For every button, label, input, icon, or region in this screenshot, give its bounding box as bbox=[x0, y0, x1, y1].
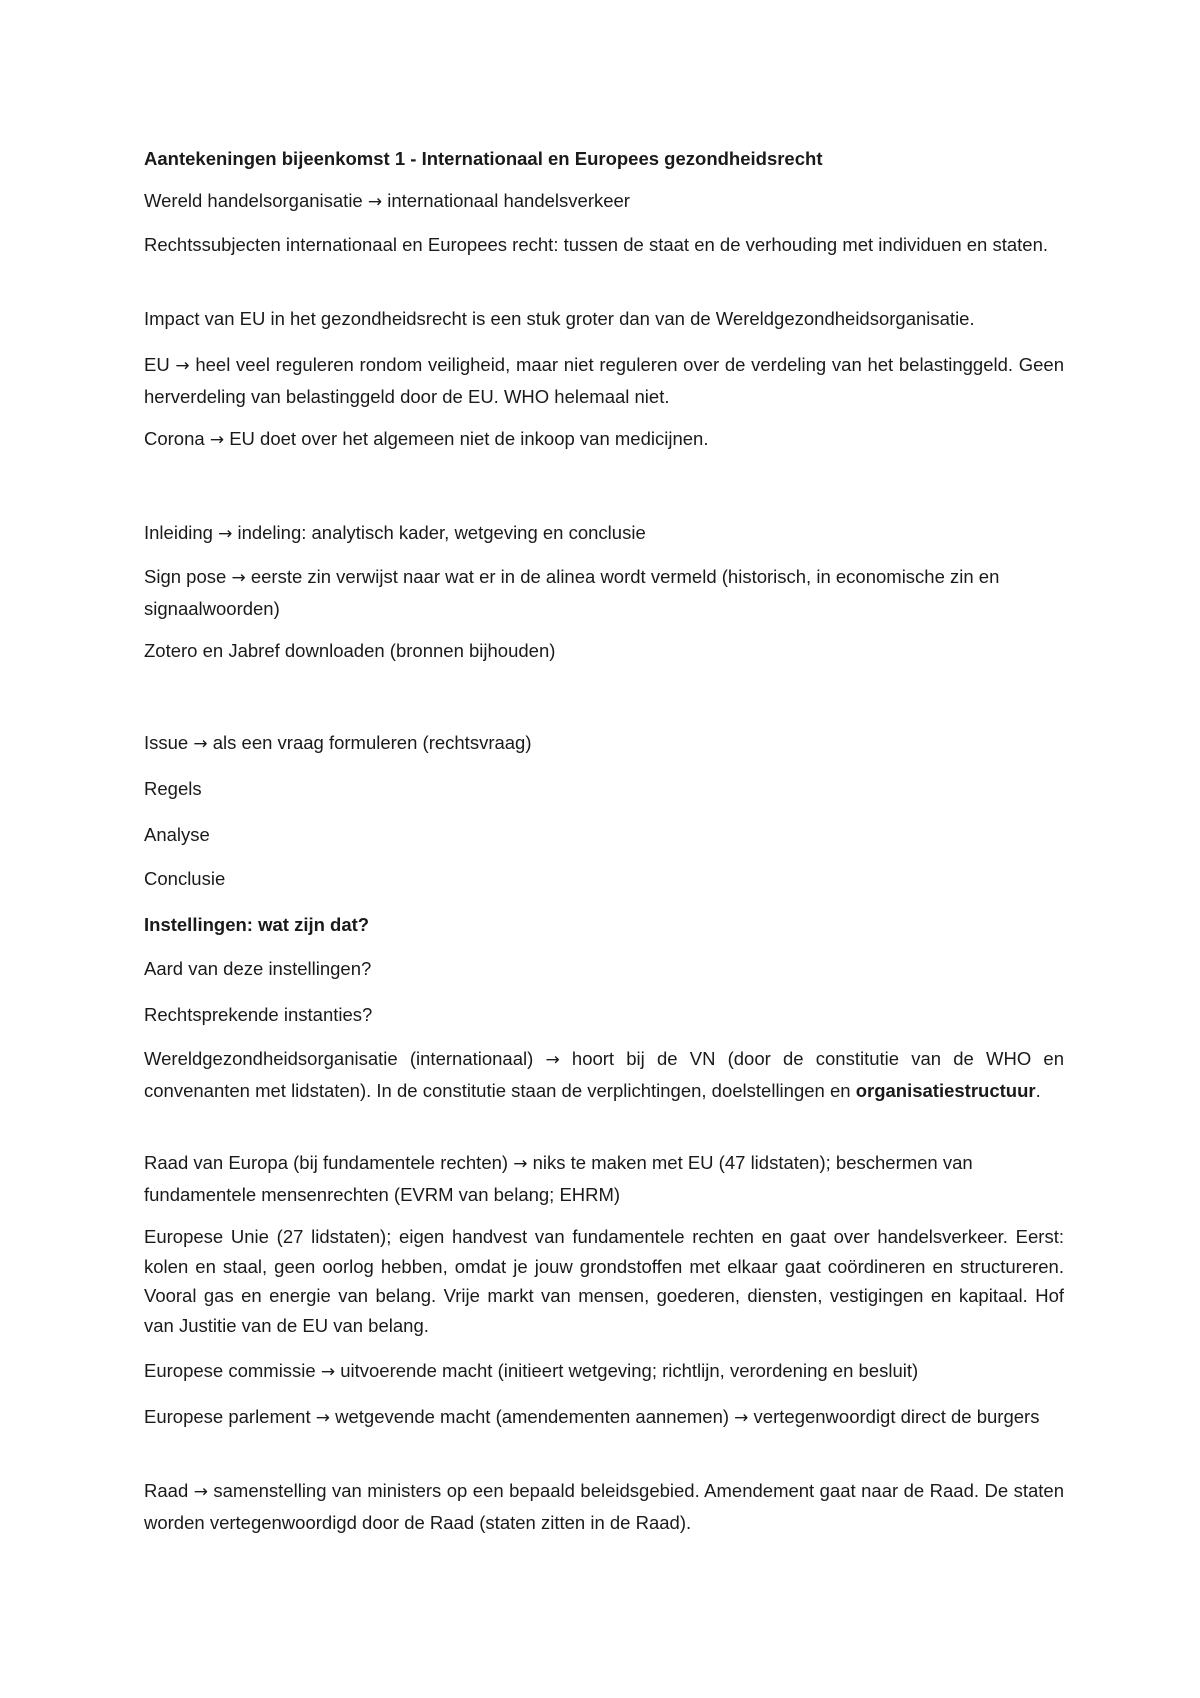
paragraph-analyse: Analyse bbox=[144, 824, 210, 845]
text: heel veel reguleren rondom veiligheid, maar niet reguleren over de verdeling van het belastinggeld. Geen herverdeling van belastinggeld door de EU. WHO helemaal niet. bbox=[144, 354, 1064, 407]
paragraph-aard: Aard van deze instellingen? bbox=[144, 958, 372, 979]
text: eerste zin verwijst naar wat er in de alinea wordt vermeld (historisch, in economische zin en signaalwoorden) bbox=[144, 566, 1000, 619]
text: Inleiding bbox=[144, 522, 219, 543]
text: Wereld handelsorganisatie bbox=[144, 190, 368, 211]
arrow-icon: → bbox=[315, 1408, 330, 1428]
text: wetgevende macht (amendementen aannemen) bbox=[330, 1406, 735, 1427]
text: Europese parlement bbox=[144, 1406, 316, 1427]
arrow-icon: → bbox=[175, 356, 190, 376]
arrow-icon: → bbox=[320, 1362, 336, 1382]
paragraph-signpose bbox=[144, 562, 1064, 623]
paragraph-conclusie: Conclusie bbox=[144, 868, 226, 889]
text: internationaal handelsverkeer bbox=[382, 190, 630, 211]
paragraph-commissie bbox=[144, 1356, 1064, 1388]
document-title: Aantekeningen bijeenkomst 1 - Internationaal en Europees gezondheidsrecht bbox=[144, 148, 823, 169]
text: EU doet over het algemeen niet de inkoop van medicijnen. bbox=[224, 428, 709, 449]
arrow-icon: → bbox=[545, 1050, 560, 1070]
text: hoort bij de VN (door de constitutie van de WHO en convenanten met lidstaten). In de constitutie staan de verplichtingen, doelstellingen en bbox=[144, 1048, 1064, 1101]
bold-text: organisatiestructuur bbox=[855, 1079, 1036, 1101]
arrow-icon: → bbox=[513, 1154, 528, 1174]
text: indeling: analytisch kader, wetgeving en conclusie bbox=[232, 522, 646, 543]
paragraph-raadvaneuropa bbox=[144, 1148, 1064, 1209]
paragraph-raad bbox=[144, 1476, 1064, 1537]
paragraph-regels: Regels bbox=[144, 778, 202, 799]
paragraph-europeseunie: Europese Unie (27 lidstaten); eigen handvest van fundamentele rechten en gaat over handelsverkeer. Eerst: kolen en staal, geen oorlog hebben, omdat je jouw grondstoffen met elkaar gaat coördineren en structureren. Vooral gas en energie van belang. Vrije markt van mensen, goederen, diensten, vestigingen en kapitaal. Hof van Justitie van de EU van belang. bbox=[144, 1226, 1064, 1336]
text: samenstelling van ministers op een bepaald beleidsgebied. Amendement gaat naar de Raad. De staten worden vertegenwoordigd door de Raad (staten zitten in de Raad). bbox=[144, 1480, 1064, 1533]
text: Wereldgezondheidsorganisatie (internationaal) bbox=[144, 1048, 546, 1069]
text: Raad van Europa (bij fundamentele rechten) bbox=[144, 1152, 514, 1173]
arrow-icon: → bbox=[367, 192, 383, 212]
paragraph-zotero: Zotero en Jabref downloaden (bronnen bijhouden) bbox=[144, 640, 556, 661]
arrow-icon: → bbox=[193, 734, 208, 754]
text: Europese commissie bbox=[144, 1360, 321, 1381]
paragraph-inleiding bbox=[144, 518, 1064, 550]
paragraph-issue bbox=[144, 728, 1064, 760]
arrow-icon: → bbox=[734, 1408, 749, 1428]
text: uitvoerende macht (initieert wetgeving; richtlijn, verordening en besluit) bbox=[335, 1360, 919, 1381]
paragraph-corona bbox=[144, 424, 1064, 456]
text: . bbox=[1035, 1079, 1041, 1101]
paragraph-impact: Impact van EU in het gezondheidsrecht is een stuk groter dan van de Wereldgezondheidsorganisatie. bbox=[144, 308, 975, 329]
arrow-icon: → bbox=[218, 524, 233, 544]
paragraph-rechtsprekende: Rechtsprekende instanties? bbox=[144, 1004, 373, 1025]
text: niks te maken met EU (47 lidstaten); beschermen van fundamentele mensenrechten (EVRM van belang; EHRM) bbox=[144, 1152, 973, 1205]
arrow-icon: → bbox=[231, 568, 246, 588]
paragraph-eu bbox=[144, 350, 1064, 411]
text: EU bbox=[144, 354, 176, 375]
paragraph-wto bbox=[144, 186, 630, 218]
text: als een vraag formuleren (rechtsvraag) bbox=[207, 732, 532, 753]
text: Issue bbox=[144, 732, 194, 753]
text: Sign pose bbox=[144, 566, 232, 587]
paragraph-who bbox=[144, 1044, 1064, 1105]
arrow-icon: → bbox=[209, 430, 225, 450]
text: vertegenwoordigt direct de burgers bbox=[748, 1406, 1040, 1427]
paragraph-instellingen: Instellingen: wat zijn dat? bbox=[144, 914, 370, 935]
paragraph-rechtssubjecten: Rechtssubjecten internationaal en Europees recht: tussen de staat en de verhouding met individuen en staten. bbox=[144, 234, 1049, 255]
text: Raad bbox=[144, 1480, 194, 1501]
arrow-icon: → bbox=[193, 1482, 208, 1502]
text: Corona bbox=[144, 428, 210, 449]
paragraph-parlement bbox=[144, 1402, 1064, 1434]
